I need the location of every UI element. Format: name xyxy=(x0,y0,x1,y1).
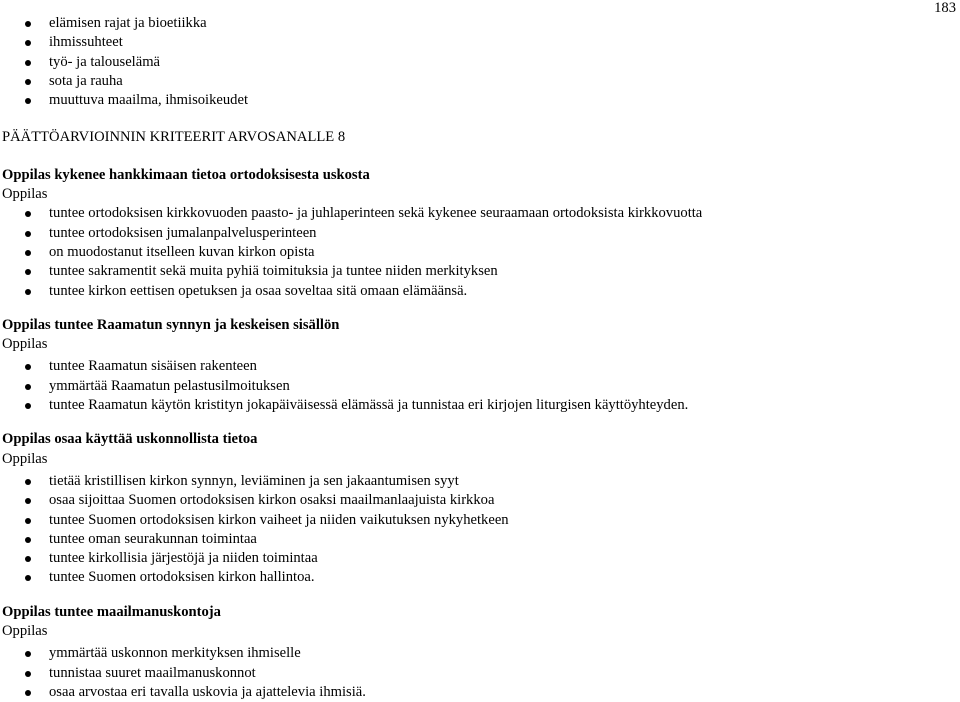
list-item: on muodostanut itselleen kuvan kirkon opista xyxy=(2,243,922,262)
list-item: työ- ja talouselämä xyxy=(2,53,922,72)
section-list xyxy=(2,472,922,588)
list-item: tuntee kirkon eettisen opetuksen ja osaa soveltaa sitä omaan elämäänsä. xyxy=(2,282,922,301)
list-item: tuntee kirkollisia järjestöjä ja niiden toimintaa xyxy=(2,549,922,568)
criteria-heading: PÄÄTTÖARVIOINNIN KRITEERIT ARVOSANALLE 8 xyxy=(2,129,346,146)
section-heading: Oppilas tuntee maailmanuskontoja xyxy=(2,603,221,620)
list-item: tuntee Raamatun käytön kristityn jokapäiväisessä elämässä ja tunnistaa eri kirjojen liturgisen käyttöyhteyden. xyxy=(2,396,922,415)
list-item: tuntee sakramentit sekä muita pyhiä toimituksia ja tuntee niiden merkityksen xyxy=(2,262,922,281)
section-list xyxy=(2,204,922,300)
section-label: Oppilas xyxy=(2,336,48,353)
list-item: elämisen rajat ja bioetiikka xyxy=(2,14,922,33)
section-heading: Oppilas kykenee hankkimaan tietoa ortodoksisesta uskosta xyxy=(2,166,370,183)
list-item: sota ja rauha xyxy=(2,72,922,91)
list-item: tuntee oman seurakunnan toimintaa xyxy=(2,530,922,549)
list-item: ihmissuhteet xyxy=(2,33,922,52)
document-body xyxy=(2,14,922,702)
list-item: osaa sijoittaa Suomen ortodoksisen kirkon osaksi maailmanlaajuista kirkkoa xyxy=(2,491,922,510)
list-item: tuntee Suomen ortodoksisen kirkon vaiheet ja niiden vaikutuksen nykyhetkeen xyxy=(2,511,922,530)
section-label: Oppilas xyxy=(2,623,48,640)
list-item: muuttuva maailma, ihmisoikeudet xyxy=(2,91,922,110)
list-item: osaa arvostaa eri tavalla uskovia ja ajattelevia ihmisiä. xyxy=(2,683,922,702)
section-list xyxy=(2,357,922,415)
section-list xyxy=(2,644,922,702)
list-item: tietää kristillisen kirkon synnyn, leviäminen ja sen jakaantumisen syyt xyxy=(2,472,922,491)
list-item: tuntee Raamatun sisäisen rakenteen xyxy=(2,357,922,376)
section-label: Oppilas xyxy=(2,186,48,203)
section-heading: Oppilas tuntee Raamatun synnyn ja keskeisen sisällön xyxy=(2,316,340,333)
section-label: Oppilas xyxy=(2,450,48,467)
list-item: ymmärtää uskonnon merkityksen ihmiselle xyxy=(2,644,922,663)
list-item: tuntee Suomen ortodoksisen kirkon hallintoa. xyxy=(2,568,922,587)
list-item: tunnistaa suuret maailmanuskonnot xyxy=(2,664,922,683)
list-item: tuntee ortodoksisen jumalanpalvelusperinteen xyxy=(2,224,922,243)
list-item: tuntee ortodoksisen kirkkovuoden paasto- ja juhlaperinteen sekä kykenee seuraamaan ortodoksista kirkkovuotta xyxy=(2,204,922,223)
page-number: 183 xyxy=(934,0,956,16)
list-item: ymmärtää Raamatun pelastusilmoituksen xyxy=(2,377,922,396)
section-heading: Oppilas osaa käyttää uskonnollista tietoa xyxy=(2,431,258,448)
intro-list xyxy=(2,14,922,110)
